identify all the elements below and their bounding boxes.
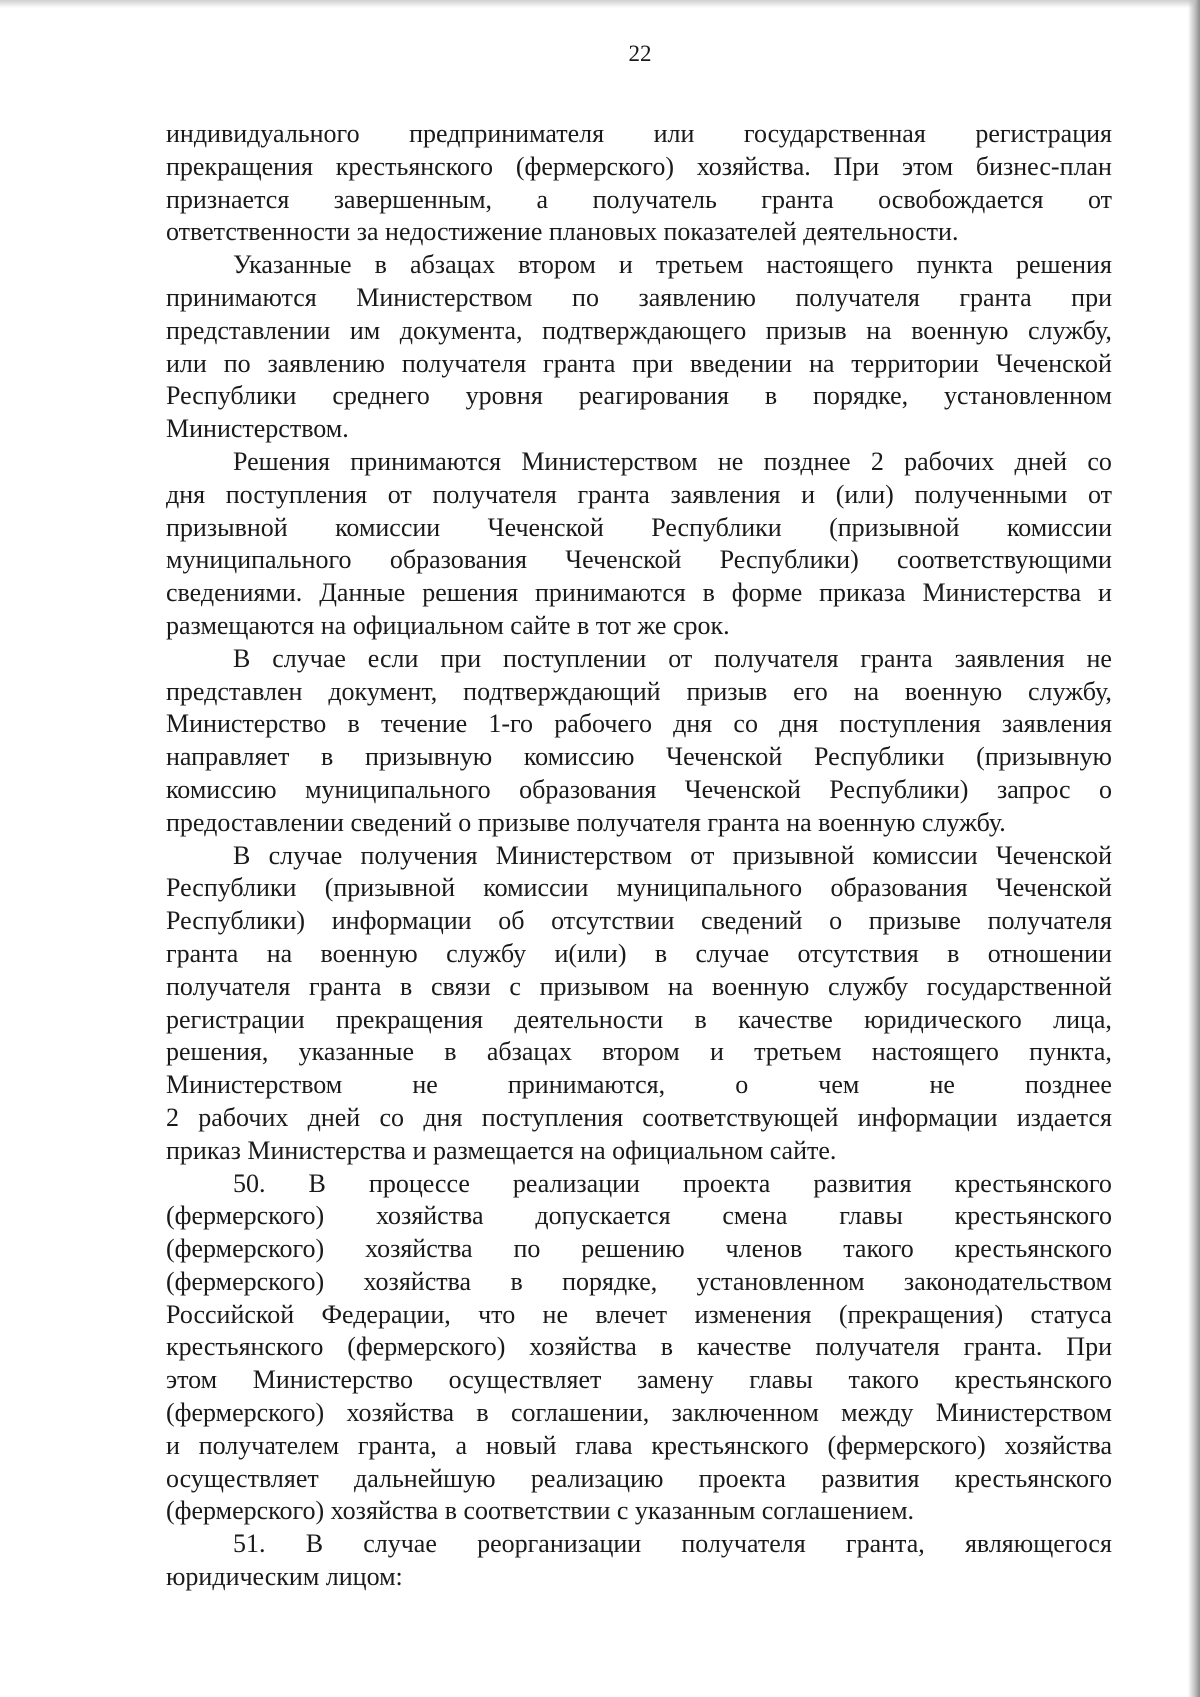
paragraph-p7 bbox=[166, 1528, 1112, 1594]
text-line: комиссию муниципального образования Чеченской Республики) запрос о bbox=[166, 774, 1112, 804]
text-line: Министерством. bbox=[166, 414, 349, 444]
text-line: приказ Министерства и размещается на официальном сайте. bbox=[166, 1135, 837, 1165]
text-line: крестьянского (фермерского) хозяйства в качестве получателя гранта. При bbox=[166, 1332, 1112, 1362]
text-line: представлен документ, подтверждающий призыв его на военную службу, bbox=[166, 676, 1112, 706]
text-line: направляет в призывную комиссию Чеченской Республики (призывную bbox=[166, 742, 1112, 772]
text-line: муниципального образования Чеченской Республики) соответствующими bbox=[166, 545, 1112, 575]
document-body bbox=[166, 118, 1112, 1594]
text-line: дня поступления от получателя гранта заявления и (или) полученными от bbox=[166, 479, 1112, 509]
text-line: принимаются Министерством по заявлению получателя гранта при bbox=[166, 282, 1112, 312]
text-line: сведениями. Данные решения принимаются в форме приказа Министерства и bbox=[166, 578, 1112, 608]
text-line: ответственности за недостижение плановых показателей деятельности. bbox=[166, 217, 959, 247]
text-line: осуществляет дальнейшую реализацию проекта развития крестьянского bbox=[166, 1463, 1112, 1493]
paragraph-p3 bbox=[166, 446, 1112, 643]
text-line: (фермерского) хозяйства по решению членов такого крестьянского bbox=[166, 1234, 1112, 1264]
text-line: (фермерского) хозяйства в соглашении, заключенном между Министерством bbox=[166, 1398, 1112, 1428]
text-line: В случае если при поступлении от получателя гранта заявления не bbox=[233, 643, 1112, 673]
text-line: предоставлении сведений о призыве получателя гранта на военную службу. bbox=[166, 807, 1006, 837]
text-line: этом Министерство осуществляет замену главы такого крестьянского bbox=[166, 1365, 1112, 1395]
text-line: 50. В процессе реализации проекта развития крестьянского bbox=[233, 1168, 1112, 1198]
text-line: Указанные в абзацах втором и третьем настоящего пункта решения bbox=[233, 250, 1112, 280]
text-line: Российской Федерации, что не влечет изменения (прекращения) статуса bbox=[166, 1299, 1112, 1329]
text-line: представлении им документа, подтверждающего призыв на военную службу, bbox=[166, 315, 1112, 345]
paragraph-p2 bbox=[166, 249, 1112, 446]
text-line: или по заявлению получателя гранта при введении на территории Чеченской bbox=[166, 348, 1112, 378]
text-line: размещаются на официальном сайте в тот же срок. bbox=[166, 610, 730, 640]
text-line: получателя гранта в связи с призывом на военную службу государственной bbox=[166, 971, 1112, 1001]
text-line: и получателем гранта, а новый глава крестьянского (фермерского) хозяйства bbox=[166, 1430, 1112, 1460]
scan-edge-top bbox=[0, 0, 1200, 8]
scan-edge-right bbox=[1188, 0, 1200, 1697]
text-line: Республики (призывной комиссии муниципального образования Чеченской bbox=[166, 873, 1112, 903]
text-line: гранта на военную службу и(или) в случае отсутствия в отношении bbox=[166, 938, 1112, 968]
text-line: 2 рабочих дней со дня поступления соответствующей информации издается bbox=[166, 1102, 1112, 1132]
text-line: юридическим лицом: bbox=[166, 1562, 403, 1592]
text-line: (фермерского) хозяйства в порядке, установленном законодательством bbox=[166, 1266, 1112, 1296]
text-line: решения, указанные в абзацах втором и третьем настоящего пункта, bbox=[166, 1037, 1112, 1067]
paragraph-p4 bbox=[166, 643, 1112, 840]
text-line: В случае получения Министерством от призывной комиссии Чеченской bbox=[233, 840, 1112, 870]
text-line: Министерство в течение 1-го рабочего дня со дня поступления заявления bbox=[166, 709, 1112, 739]
text-line: Республики) информации об отсутствии сведений о призыве получателя bbox=[166, 906, 1112, 936]
text-line: признается завершенным, а получатель гранта освобождается от bbox=[166, 184, 1112, 214]
text-line: (фермерского) хозяйства в соответствии с указанным соглашением. bbox=[166, 1496, 915, 1526]
paragraph-p6 bbox=[166, 1168, 1112, 1529]
text-line: Решения принимаются Министерством не позднее 2 рабочих дней со bbox=[233, 446, 1112, 476]
page-number: 22 bbox=[628, 41, 652, 66]
paragraph-p5 bbox=[166, 840, 1112, 1168]
text-line: (фермерского) хозяйства допускается смена главы крестьянского bbox=[166, 1201, 1112, 1231]
text-line: прекращения крестьянского (фермерского) хозяйства. При этом бизнес-план bbox=[166, 151, 1112, 181]
text-line: регистрации прекращения деятельности в качестве юридического лица, bbox=[166, 1004, 1112, 1034]
text-line: Республики среднего уровня реагирования в порядке, установленном bbox=[166, 381, 1112, 411]
text-line: индивидуального предпринимателя или государственная регистрация bbox=[166, 119, 1112, 148]
text-line: призывной комиссии Чеченской Республики (призывной комиссии bbox=[166, 512, 1112, 542]
text-line: 51. В случае реорганизации получателя гранта, являющегося bbox=[233, 1529, 1112, 1559]
text-line: Министерством не принимаются, о чем не позднее bbox=[166, 1070, 1112, 1100]
paragraph-p1 bbox=[166, 118, 1112, 249]
